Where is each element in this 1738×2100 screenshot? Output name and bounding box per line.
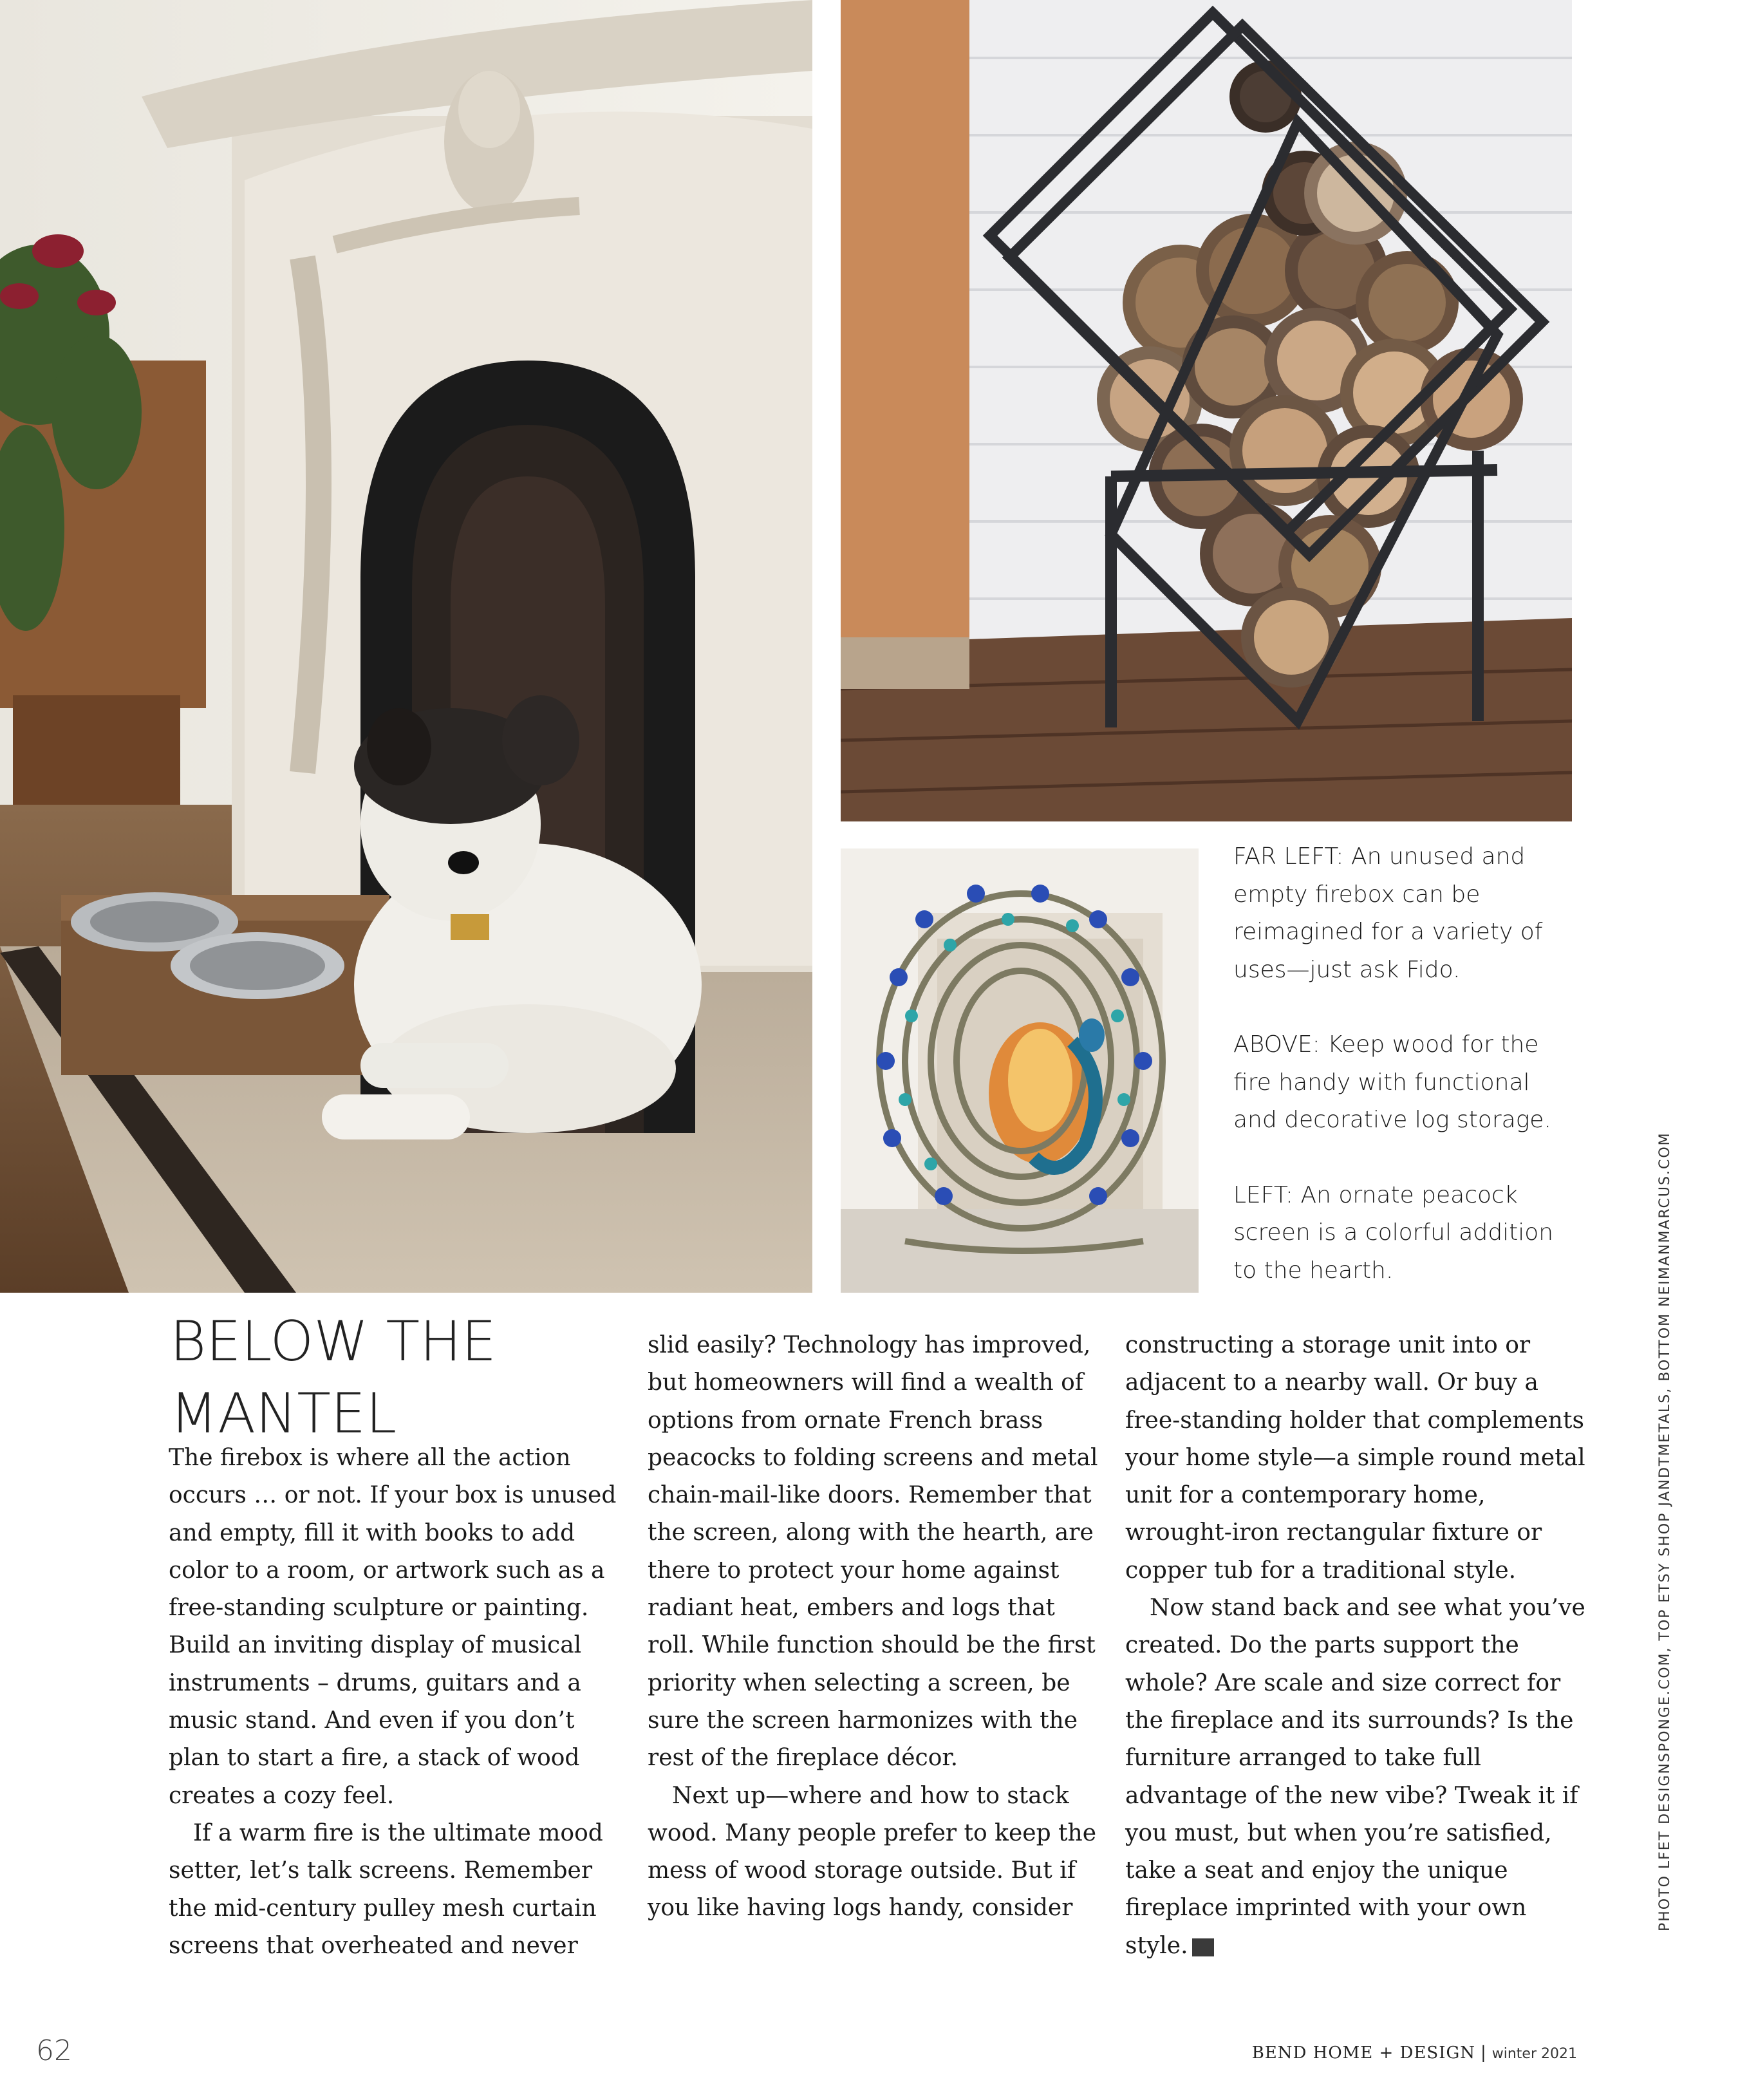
headline-line-2: MANTEL [170, 1382, 397, 1446]
photo-captions [1233, 838, 1568, 1289]
paragraph: The firebox is where all the action occurs … or not. If your box is unused and empty, fill it with books to add color to a room, or artwork such as a free-standing sculpture or painting. Build an inviting display of musical instruments – drums, guitars and a music stand. And even if you don’t plan to start a fire, a stack of wood creates a cozy feel. [169, 1445, 617, 1809]
page-number: 62 [36, 2034, 72, 2067]
end-mark-icon: BH [1192, 1938, 1214, 1956]
running-footer [1252, 2043, 1577, 2063]
caption-above: ABOVE: Keep wood for the fire handy with functional and decorative log storage. [1233, 1031, 1551, 1133]
issue-season: winter 2021 [1491, 2046, 1577, 2062]
paragraph-final [1125, 1589, 1589, 1965]
body-column-3 [1125, 1327, 1589, 1965]
peacock-fire-screen-photo [841, 848, 1199, 1293]
body-column-1 [169, 1439, 619, 1965]
paragraph: If a warm fire is the ultimate mood setter, let’s talk screens. Remember the mid-century pulley mesh curtain screens that overheated and never [169, 1819, 603, 1959]
log-storage-rack-photo [841, 0, 1572, 821]
dog-in-fireplace-photo [0, 0, 812, 1293]
footer-separator: | [1480, 2043, 1487, 2063]
paragraph: Next up—where and how to stack wood. Many people prefer to keep the mess of wood storage outside. But if you like having logs handy, consider [648, 1782, 1097, 1922]
magazine-name: BEND HOME + DESIGN [1251, 2043, 1475, 2063]
paragraph-text: Now stand back and see what you’ve created. Do the parts support the whole? Are scale and size correct for the fireplace and its surrounds? Is the furniture arranged to take full advantage of the new vibe? Tweak it if you must, but when you’re satisfied, take a seat and enjoy the unique fireplace imprinted with your own style. [1125, 1595, 1585, 1959]
photo-credit [1657, 1132, 1683, 1931]
headline-line-1: BELOW THE [170, 1309, 497, 1374]
caption-left: LEFT: An ornate peacock screen is a colorful addition to the hearth. [1233, 1181, 1554, 1284]
paragraph: slid easily? Technology has improved, but homeowners will find a wealth of options from ornate French brass peacocks to folding screens and metal chain-mail-like doors. Remember that the screen, along with the hearth, are there to protect your home against radiant heat, embers and logs that roll. While function should be the first priority when selecting a screen, be sure the screen harmonizes with the rest of the fireplace décor. [648, 1332, 1098, 1772]
article-headline [170, 1306, 595, 1450]
body-column-2 [648, 1327, 1098, 1927]
photo-credit-text: PHOTO LFET DESIGNSPONGE.COM, TOP ETSY SHOP JANDTMETALS, BOTTOM NEIMANMARCUS.COM [1657, 1132, 1673, 1931]
paragraph: constructing a storage unit into or adjacent to a nearby wall. Or buy a free-standing holder that complements your home style—a simple round metal unit for a contemporary home, wrought-iron rectangular fixture or copper tub for a traditional style. [1125, 1332, 1585, 1584]
caption-far-left: FAR LEFT: An unused and empty firebox can be reimagined for a variety of uses—just ask Fido. [1233, 843, 1543, 983]
